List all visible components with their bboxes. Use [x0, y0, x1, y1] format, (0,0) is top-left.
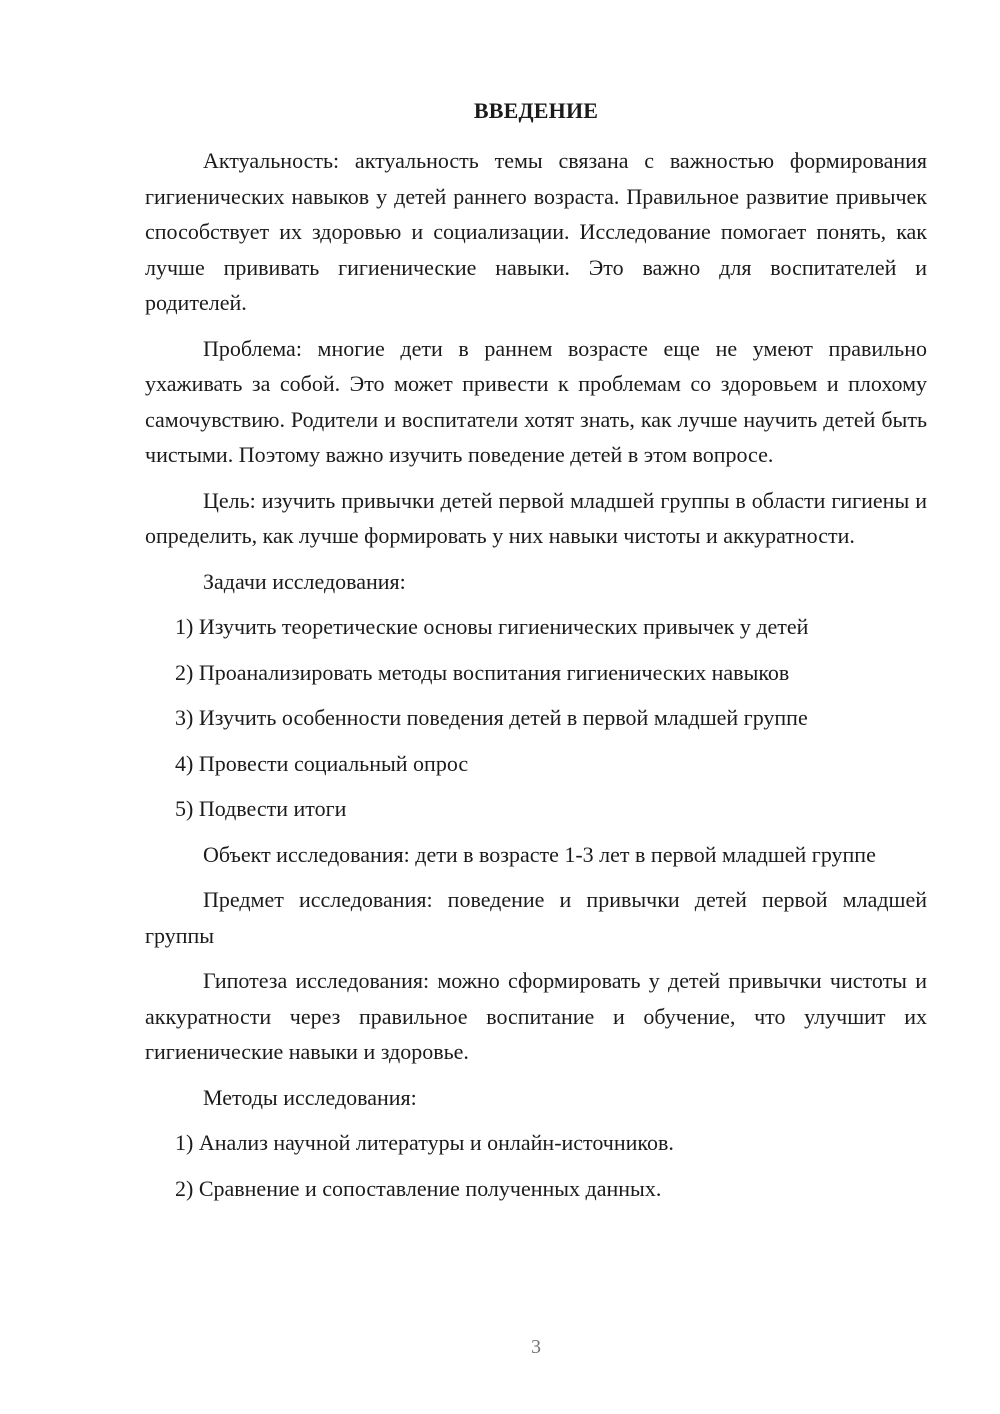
list-item: 3) Изучить особенности поведения детей в первой младшей группе — [175, 705, 808, 730]
subject-paragraph: Предмет исследования: поведение и привычки детей первой младшей группы — [145, 887, 927, 948]
list-item: 5) Подвести итоги — [175, 796, 347, 821]
tasks-label: Задачи исследования: — [203, 568, 406, 594]
object-paragraph: Объект исследования: дети в возрасте 1-3 лет в первой младшей группе — [203, 841, 876, 867]
list-item: 2) Проанализировать методы воспитания гигиенических навыков — [175, 659, 790, 685]
goal-paragraph: Цель: изучить привычки детей первой младшей группы в области гигиены и определить, как лучше формировать у них навыки чистоты и аккуратности. — [145, 487, 927, 548]
methods-list — [145, 1125, 927, 1206]
page-number: 3 — [531, 1336, 541, 1358]
list-item: 1) Анализ научной литературы и онлайн-источников. — [175, 1130, 674, 1155]
list-item: 4) Провести социальный опрос — [175, 750, 469, 776]
list-item: 1) Изучить теоретические основы гигиенических привычек у детей — [175, 614, 809, 639]
page-heading: ВВЕДЕНИЕ — [473, 98, 599, 123]
hypothesis-paragraph: Гипотеза исследования: можно сформировать у детей привычки чистоты и аккуратности через правильное воспитание и обучение, что улучшит их гигиенические навыки и здоровье. — [145, 968, 927, 1064]
tasks-list — [145, 609, 927, 827]
relevance-paragraph: Актуальность: актуальность темы связана с важностью формирования гигиенических навыков у детей раннего возраста. Правильное развитие привычек способствует их здоровью и социализации. Исследование помогает понять, как лучше прививать гигиенические навыки. Это важно для воспитателей и родителей. — [145, 148, 927, 315]
methods-label: Методы исследования: — [203, 1084, 417, 1110]
document-body — [145, 143, 927, 1216]
problem-paragraph: Проблема: многие дети в раннем возрасте еще не умеют правильно ухаживать за собой. Это может привести к проблемам со здоровьем и плохому самочувствию. Родители и воспитатели хотят знать, как лучше научить детей быть чистыми. Поэтому важно изучить поведение детей в этом вопросе. — [145, 335, 927, 467]
list-item: 2) Сравнение и сопоставление полученных данных. — [175, 1175, 662, 1201]
